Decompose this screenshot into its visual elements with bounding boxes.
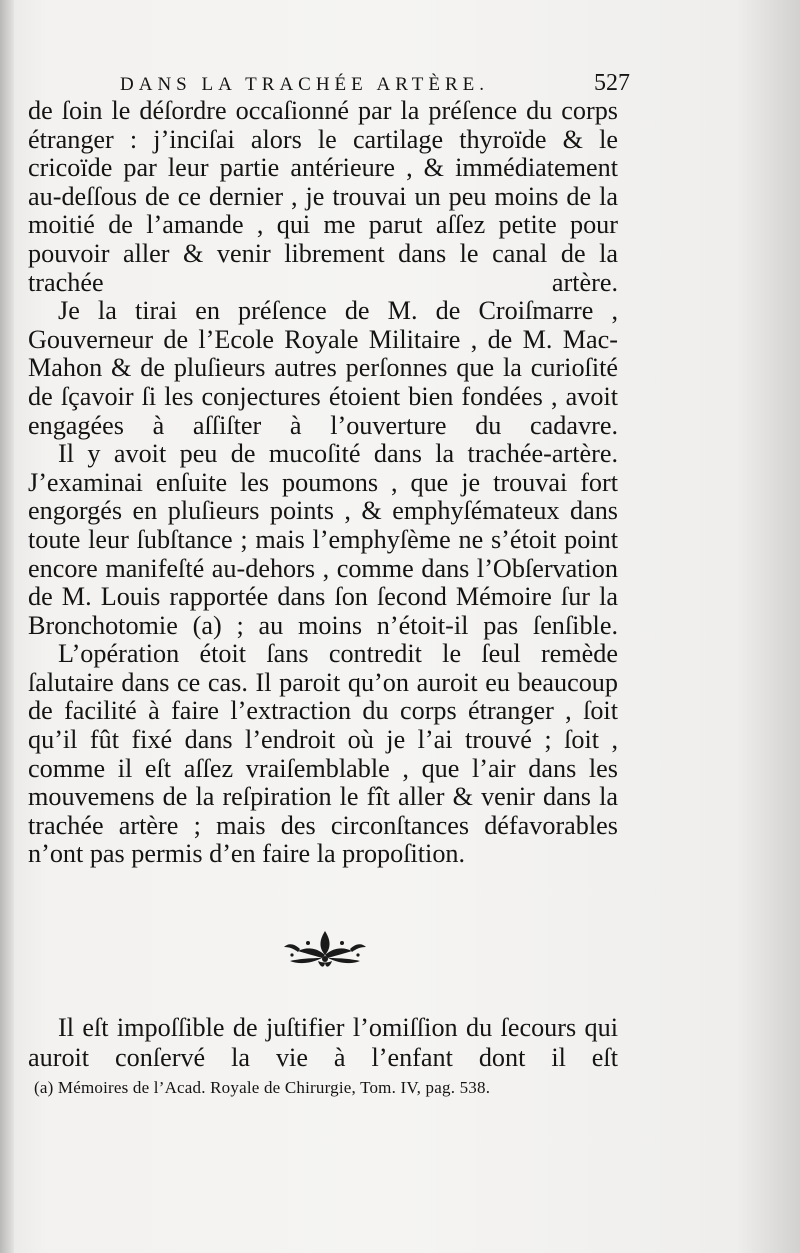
paragraph-5: Il eſt impoſſible de juſtifier l’omiſſion du ſecours qui auroit conſervé la vie à l’enfant dont il eſt (28, 1013, 618, 1073)
paragraph-3: Il y avoit peu de mucoſité dans la trachée-artère. J’examinai enſuite les poumons , que je trouvai fort engorgés en pluſieurs points , & emphyſémateux dans toute leur ſubſtance ; mais l’emphyſème ne s’étoit point encore manifeſté au-dehors , comme dans l’Obſervation de M. Louis rapportée dans ſon ſecond Mémoire ſur la Bronchotomie (a) ; au moins n’étoit-il pas ſenſible. (28, 439, 618, 640)
page-gutter-shadow (0, 0, 14, 1253)
page-number: 527 (594, 70, 630, 96)
running-head: DANS LA TRACHÉE ARTÈRE. (120, 74, 489, 95)
paragraph-1: de ſoin le déſordre occaſionné par la préſence du corps étranger : j’inciſai alors le cartilage thyroïde & le cricoïde par leur partie antérieure , & immédiatement au-deſſous de ce dernier , je trouvai un peu moins de la moitié de l’amande , qui me parut aſſez petite pour pouvoir aller & venir librement dans le canal de la trachée artère. (28, 96, 618, 297)
paragraph-2: Je la tirai en préſence de M. de Croiſmarre , Gouverneur de l’Ecole Royale Militaire , de M. Mac-Mahon & de pluſieurs autres perſonnes que la curioſité de ſçavoir ſi les conjectures étoient bien fondées , avoit engagées à aſſiſter à l’ouverture du cadavre. (28, 296, 618, 440)
footnote: (a) Mémoires de l’Acad. Royale de Chirurgie, Tom. IV, pag. 538. (34, 1078, 491, 1097)
body-text (28, 97, 618, 869)
fleuron-ornament-icon (282, 925, 368, 969)
paragraph-4: L’opération étoit ſans contredit le ſeul remède ſalutaire dans ce cas. Il paroit qu’on auroit eu beaucoup de facilité à faire l’extraction du corps étranger , ſoit qu’il fût fixé dans l’endroit où je l’ai trouvé ; ſoit , comme il eſt aſſez vraiſemblable , que l’air dans les mouvemens de la reſpiration le fît aller & venir dans la trachée artère ; mais des circonſtances défavorables n’ont pas permis d’en faire la propoſition. (28, 639, 618, 869)
